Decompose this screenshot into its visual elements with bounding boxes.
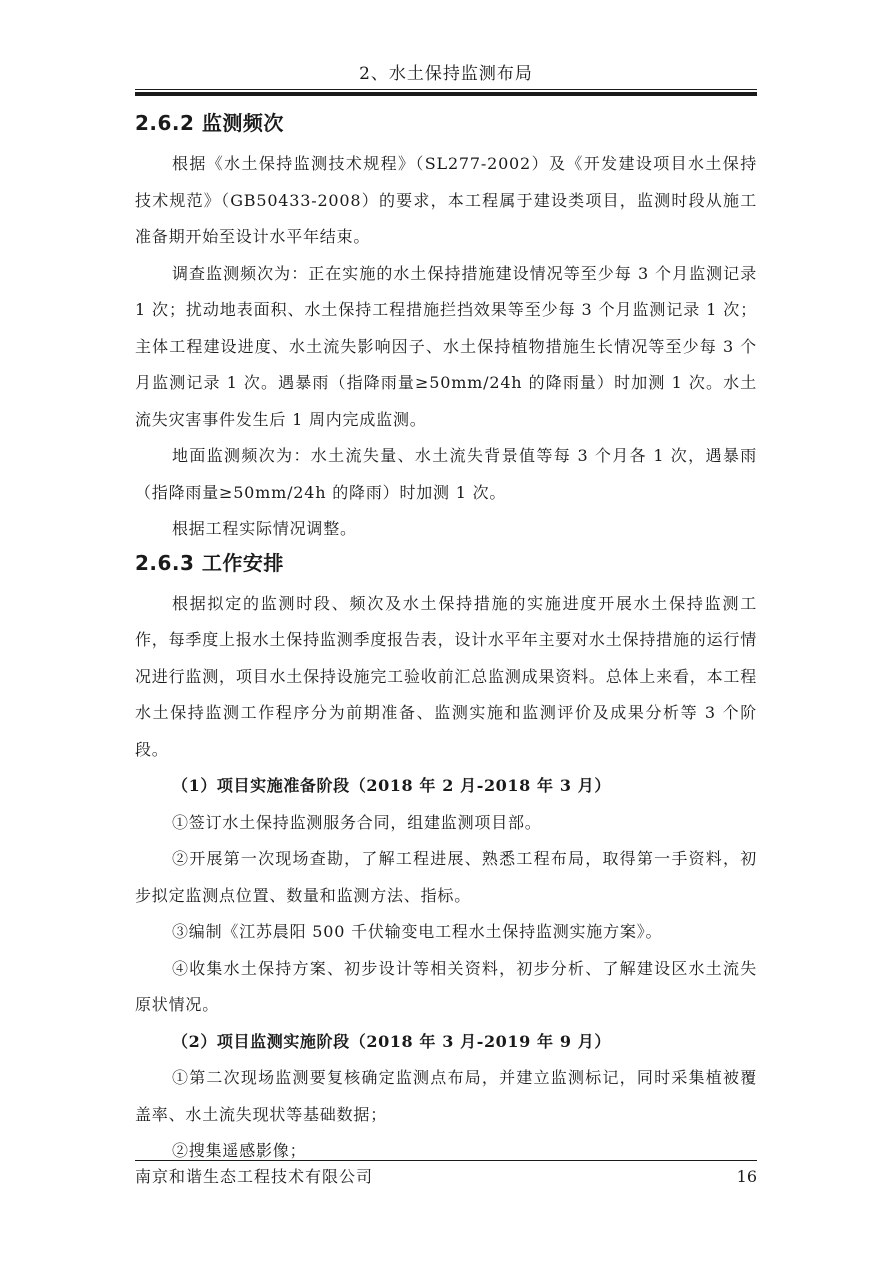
stage-heading-1: （1）项目实施准备阶段（2018 年 2 月-2018 年 3 月） bbox=[172, 776, 611, 795]
list-item: ①签订水土保持监测服务合同，组建监测项目部。 bbox=[172, 812, 542, 832]
footer-divider bbox=[135, 1160, 757, 1161]
stage-heading-2: （2）项目监测实施阶段（2018 年 3 月-2019 年 9 月） bbox=[172, 1031, 611, 1051]
paragraph: 调查监测频次为：正在实施的水土保持措施建设情况等至少每 3 个月监测记录 1 次；扰动地表面积、水土保持工程措施拦挡效果等至少每 3 个月监测记录 1 次；主体工程建设进度、水土流失影响因子、水土保持植物措施生长情况等至少每 3 个月监测记录 1 次。遇暴雨（指降雨量≥50mm/24h 的降雨量）时加测 1 次。水土流失灾害事件发生后 1 周内完成监测。 bbox=[135, 263, 757, 429]
footer-company-name: 南京和谐生态工程技术有限公司 bbox=[135, 1167, 374, 1186]
list-item: ④收集水土保持方案、初步设计等相关资料，初步分析、了解建设区水土流失原状情况。 bbox=[135, 958, 757, 1014]
section-heading-263: 2.6.3 工作安排 bbox=[135, 550, 284, 575]
paragraph: 根据《水土保持监测技术规程》（SL277-2002）及《开发建设项目水土保持技术规范》（GB50433-2008）的要求，本工程属于建设类项目，监测时段从施工准备期开始至设计水平年结束。 bbox=[135, 154, 757, 246]
page-number: 16 bbox=[736, 1167, 757, 1186]
paragraph: 地面监测频次为：水土流失量、水土流失背景值等每 3 个月各 1 次，遇暴雨（指降雨量≥50mm/24h 的降雨）时加测 1 次。 bbox=[135, 446, 757, 502]
list-item: ②搜集遥感影像； bbox=[172, 1141, 307, 1160]
page-header-title: 2、水土保持监测布局 bbox=[359, 64, 533, 84]
list-item: ②开展第一次现场查勘，了解工程进展、熟悉工程布局，取得第一手资料，初步拟定监测点位置、数量和监测方法、指标。 bbox=[135, 849, 757, 905]
paragraph: 根据拟定的监测时段、频次及水土保持措施的实施进度开展水土保持监测工作，每季度上报水土保持监测季度报告表，设计水平年主要对水土保持措施的运行情况进行监测，项目水土保持设施完工验收前汇总监测成果资料。总体上来看，本工程水土保持监测工作程序分为前期准备、监测实施和监测评价及成果分析等 3 个阶段。 bbox=[135, 593, 757, 759]
list-item: ③编制《江苏晨阳 500 千伏输变电工程水土保持监测实施方案》。 bbox=[172, 922, 663, 941]
section-heading-262: 2.6.2 监测频次 bbox=[135, 111, 284, 135]
list-item: ①第二次现场监测要复核确定监测点布局，并建立监测标记，同时采集植被覆盖率、水土流失现状等基础数据； bbox=[135, 1068, 757, 1124]
document-body bbox=[135, 110, 757, 1170]
paragraph: 根据工程实际情况调整。 bbox=[172, 519, 357, 538]
header-divider-thin bbox=[135, 89, 757, 90]
header-divider-thick bbox=[135, 92, 757, 96]
